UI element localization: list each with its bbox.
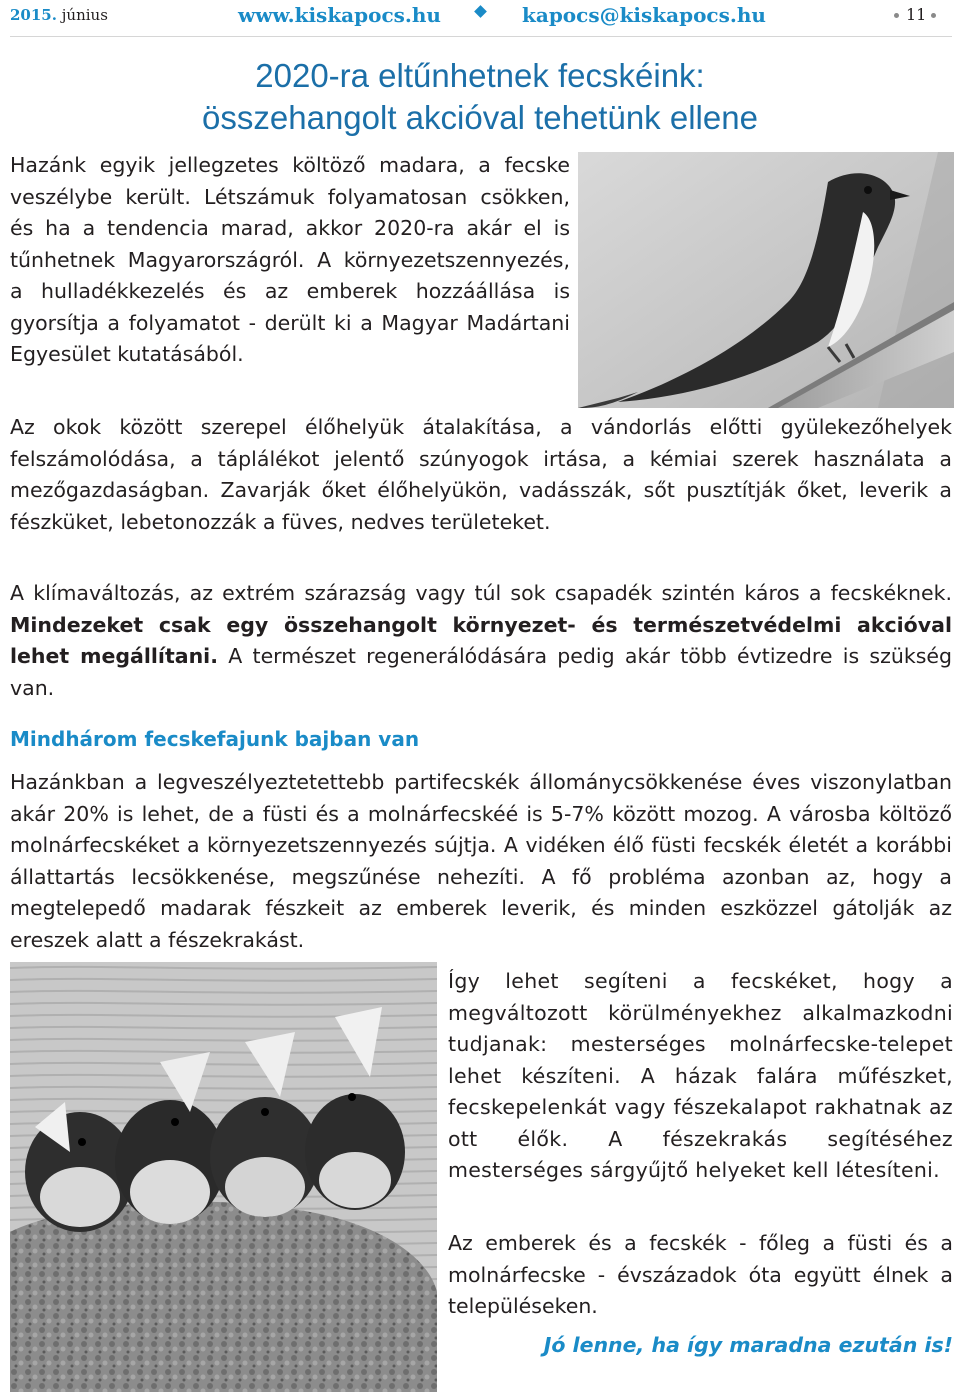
issue-year: 2015.	[10, 6, 57, 24]
section-subheading: Mindhárom fecskefajunk bajban van	[10, 727, 420, 751]
swallow-nest-photo	[10, 962, 437, 1392]
header-divider	[10, 36, 952, 37]
article-title-line2: összehangolt akcióval tehetünk ellene	[202, 99, 758, 136]
intro-paragraph: Hazánk egyik jellegzetes költöző madara, a fecske veszélybe került. Létszámuk folyamatosan csökken, és ha a tendencia marad, akkor 2020-ra akár el is tűnhetnek Magyarországról. A környezetszennyezés, a hulladékkezelés és az emberek hozzáállása is gyorsítja a folyamatot - derült ki a Magyar Madártani Egyesület kutatásából.	[10, 153, 570, 366]
closing-line: Jó lenne, ha így maradna ezután is!	[543, 1333, 953, 1357]
article-title-line1: 2020-ra eltűnhetnek fecskéink:	[255, 57, 705, 94]
species-paragraph: Hazánkban a legveszélyeztetettebb partifecskék állománycsökkenése éves viszonylatban akár 20% is lehet, de a füsti és a molnárfecskéé is 5-7% között mozog. A városba költöző molnárfecskéket a környezetszennyezés sújtja. A vidéken élő füsti fecskék életét a korábbi állattartás lecsökkenése, megszűnése nehezíti. A fő probléma azonban az, hogy a megtelepedő madarak fészkeit az emberek leverik, és minden eszközzel gátolják az ereszek alatt a fészekrakást.	[10, 770, 952, 952]
issue-date	[10, 6, 108, 24]
diamond-separator-icon	[474, 5, 487, 18]
issue-month: június	[61, 6, 108, 24]
highlight-text: Mindezeket csak egy összehangolt környezet- és természetvédelmi akcióval lehet megállítani.	[10, 612, 952, 668]
climate-paragraph	[10, 578, 952, 704]
dot-icon	[931, 13, 936, 18]
climate-text-end: A természet regenerálódására pedig akár több évtizedre is szükség van.	[10, 644, 952, 700]
coexistence-paragraph: Az emberek és a fecskék - főleg a füsti és a molnárfecske - évszázadok óta együtt élnek a településeken.	[448, 1231, 953, 1318]
email-link[interactable]: kapocs@kiskapocs.hu	[522, 3, 766, 27]
help-paragraph: Így lehet segíteni a fecskéket, hogy a megváltozott körülményekhez alkalmazkodni tudjanak: mesterséges molnárfecske-telepet lehet készíteni. A házak falára műfészket, fecskepelenkát vagy fészekalapot rakhatnak az ott élők. A fészekrakás segítéséhez mesterséges sárgyűjtő helyeket kell létesíteni.	[448, 969, 953, 1182]
climate-text: A klímaváltozás, az extrém szárazság vagy túl sok csapadék szintén káros a fecskéknek.	[10, 581, 952, 605]
page-number: 11	[906, 5, 927, 24]
dot-icon	[894, 13, 899, 18]
website-link[interactable]: www.kiskapocs.hu	[238, 3, 441, 27]
swallow-photo	[578, 152, 954, 408]
page-header	[0, 0, 960, 34]
causes-paragraph: Az okok között szerepel élőhelyük átalakítása, a vándorlás előtti gyülekezőhelyek felszámolódása, a táplálékot jelentő szúnyogok irtása, a kémiai szerek használata a mezőgazdaságban. Zavarják őket élőhelyükön, vadásszák, sőt pusztítják őket, leverik a fészküket, lebetonozzák a füves, nedves területeket.	[10, 415, 952, 534]
